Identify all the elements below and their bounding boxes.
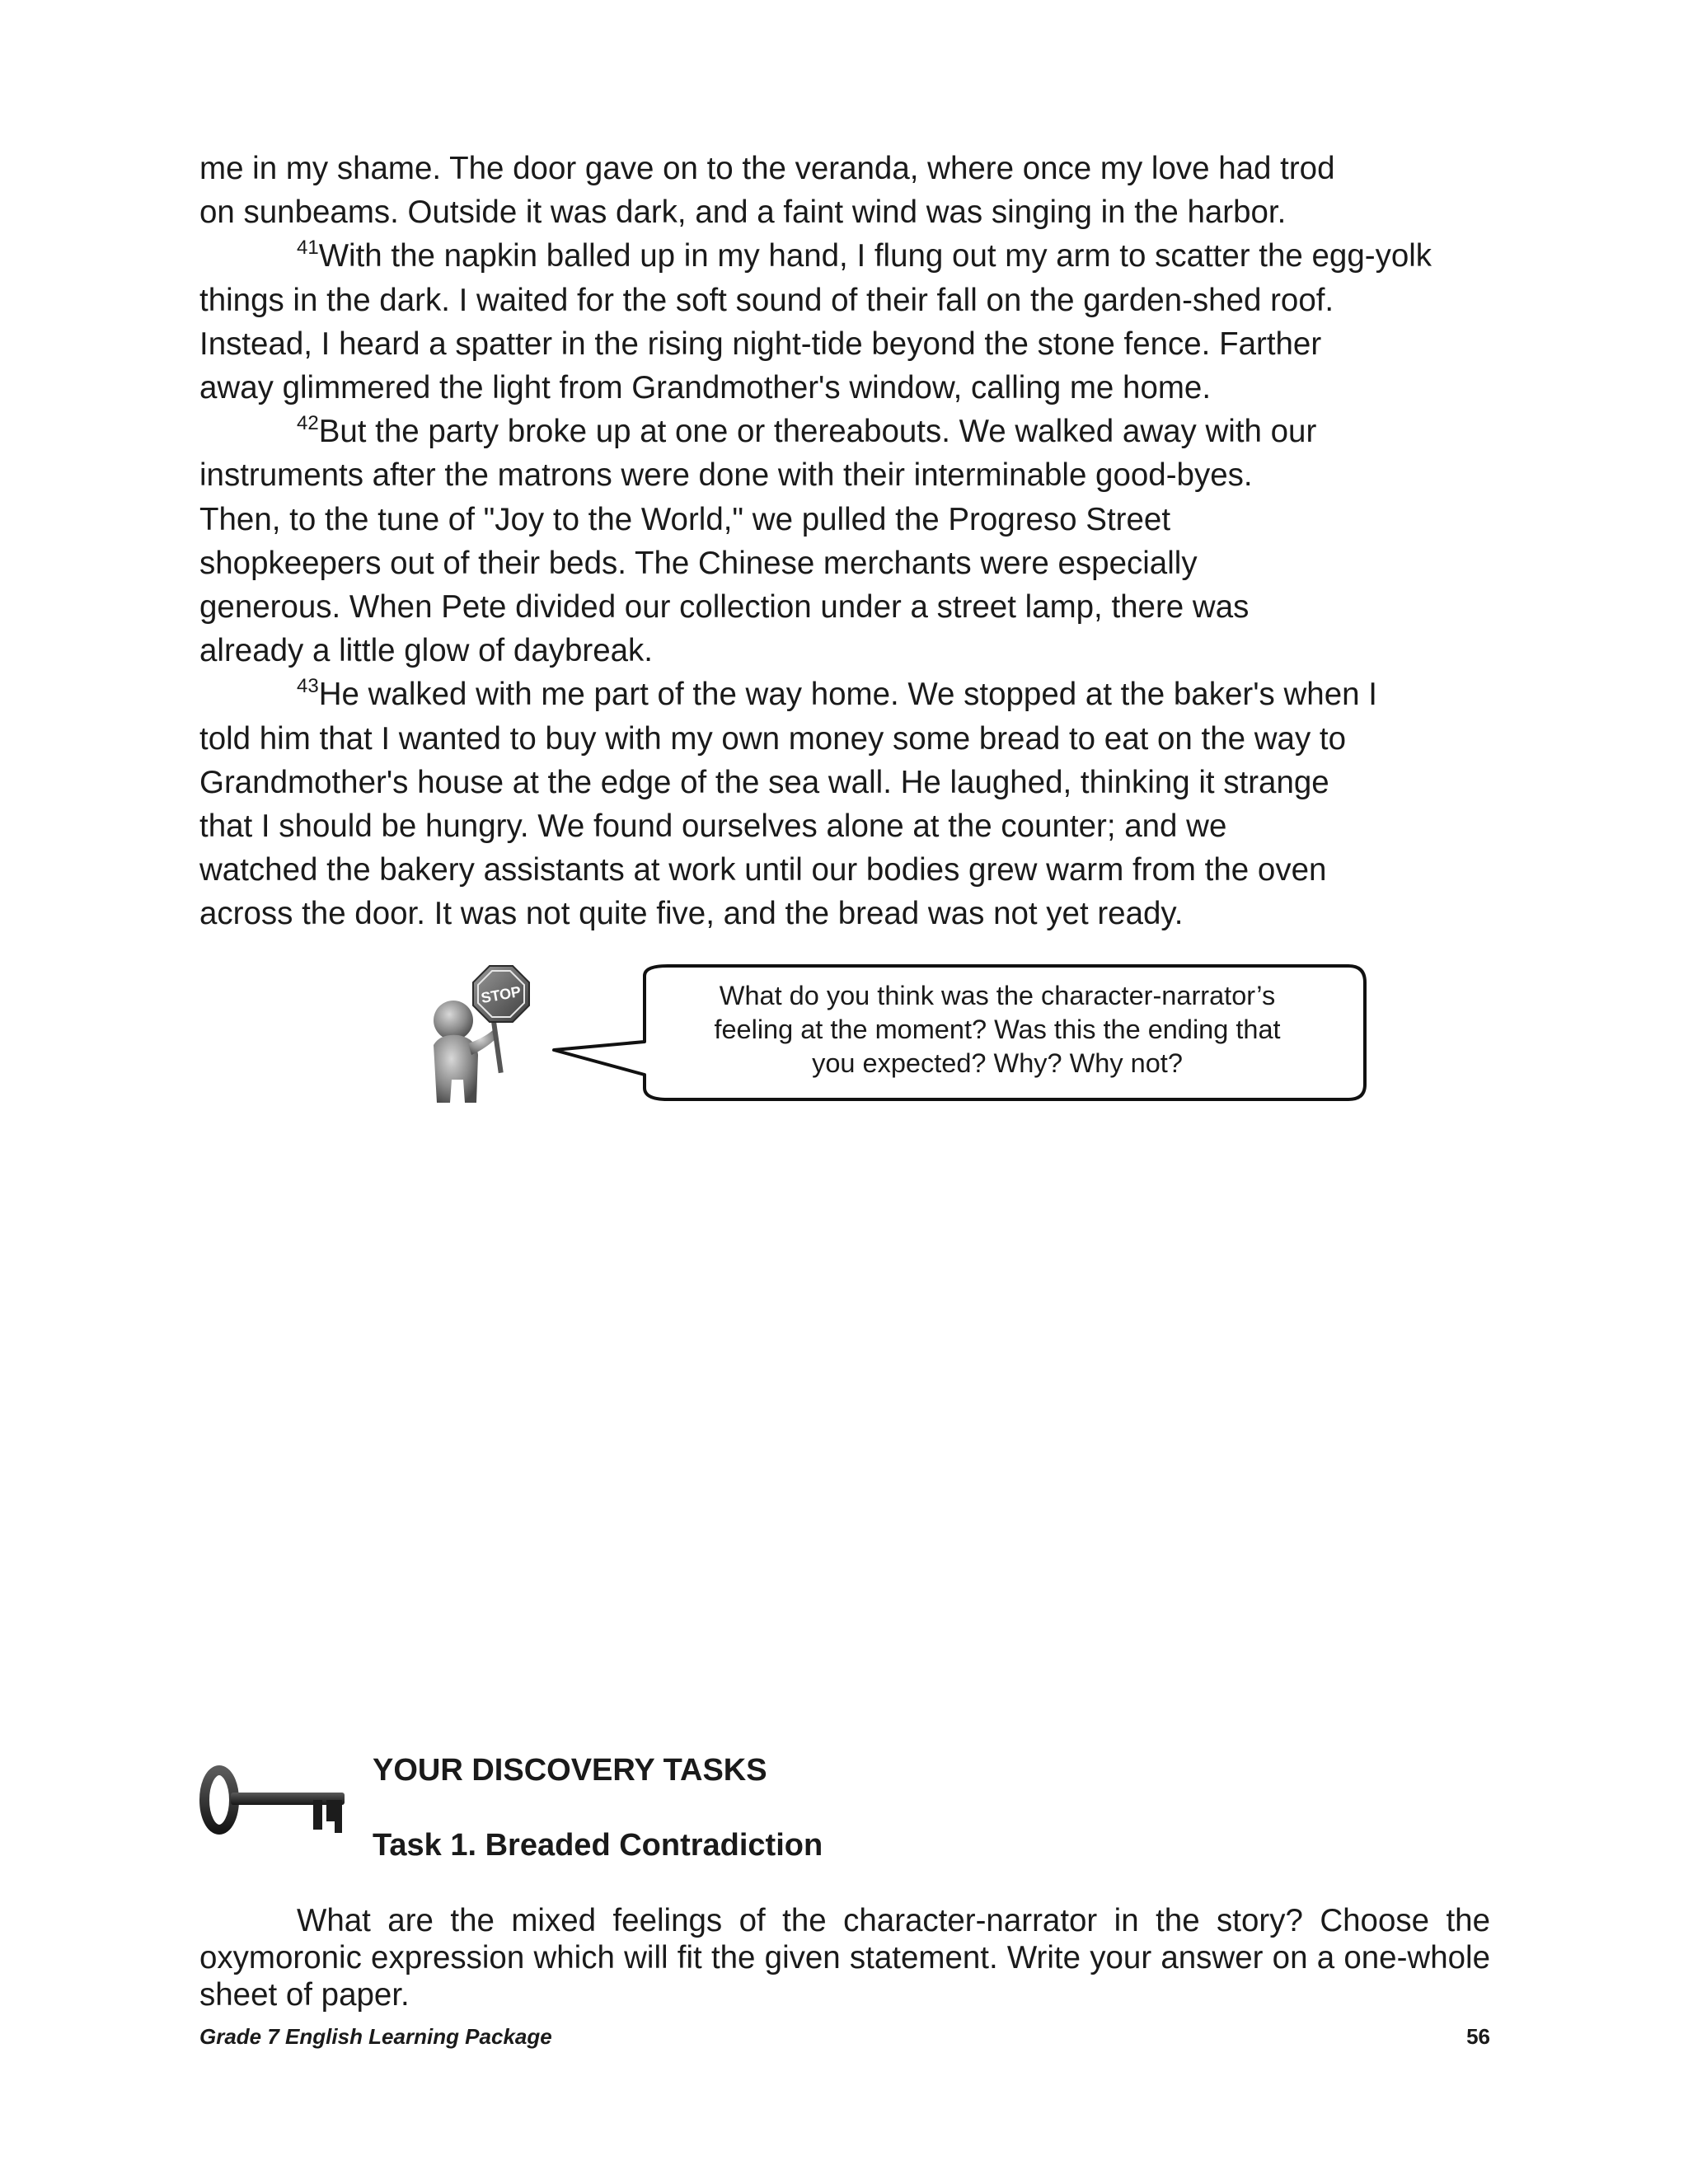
- text-line: told him that I wanted to buy with my own money some bread to eat on the way to: [199, 720, 1347, 757]
- text-line: across the door. It was not quite five, and the bread was not yet ready.: [199, 896, 1184, 932]
- text-line: shopkeepers out of their beds. The Chinese merchants were especially: [199, 545, 1198, 581]
- paragraph-number: 42: [297, 412, 319, 435]
- paragraph-first-line: [199, 234, 1502, 278]
- text-line: With the napkin balled up in my hand, I flung out my arm to scatter the egg-yolk: [318, 238, 1432, 274]
- text-line: things in the dark. I waited for the soft sound of their fall on the garden-shed roof.: [199, 282, 1334, 318]
- text-line: generous. When Pete divided our collection under a street lamp, there was: [199, 589, 1250, 626]
- paragraph-first-line: [199, 410, 1502, 453]
- paragraph-number: 41: [297, 237, 319, 260]
- paragraph-41: [199, 234, 1502, 410]
- text-line: away glimmered the light from Grandmother's window, calling me home.: [199, 370, 1212, 406]
- stop-sign-text: STOP: [480, 982, 523, 1007]
- text-line: Instead, I heard a spatter in the rising night-tide beyond the stone fence. Farther: [199, 326, 1322, 362]
- paragraph-continued: [199, 147, 1502, 234]
- task-instructions: What are the mixed feelings of the character-narrator in the story? Choose the oxymoronic expression which will fit the given statement. Write your answer on a one-whole sheet of paper.: [199, 1903, 1490, 2013]
- text-line: But the party broke up at one or thereabouts. We walked away with our: [318, 414, 1317, 450]
- section-heading: YOUR DISCOVERY TASKS: [373, 1753, 767, 1788]
- key-icon: [198, 1754, 346, 1853]
- text-line: Grandmother's house at the edge of the sea wall. He laughed, thinking it strange: [199, 764, 1329, 800]
- text-line: He walked with me part of the way home. We stopped at the baker's when I: [318, 677, 1377, 713]
- text-line: watched the bakery assistants at work until our bodies grew warm from the oven: [199, 852, 1327, 888]
- task-title: Task 1. Breaded Contradiction: [373, 1828, 823, 1863]
- page-number: 56: [1466, 2024, 1490, 2049]
- stop-callout-text: [659, 979, 1335, 1080]
- callout-line: feeling at the moment? Was this the ending that: [714, 1015, 1281, 1044]
- text-line: instruments after the matrons were done with their interminable good-byes.: [199, 457, 1253, 494]
- story-text: [199, 147, 1502, 936]
- paragraph-43: [199, 673, 1502, 935]
- text-line: already a little glow of daybreak.: [199, 633, 653, 669]
- paragraph-number: 43: [297, 675, 319, 698]
- text-line: that I should be hungry. We found ourselves alone at the counter; and we: [199, 808, 1227, 845]
- text-line: on sunbeams. Outside it was dark, and a faint wind was singing in the harbor.: [199, 194, 1287, 231]
- text-line: Then, to the tune of "Joy to the World," we pulled the Progreso Street: [199, 501, 1171, 537]
- callout-line: you expected? Why? Why not?: [812, 1048, 1183, 1078]
- text-line: me in my shame. The door gave on to the veranda, where once my love had trod: [199, 151, 1335, 186]
- paragraph-first-line: [199, 673, 1502, 716]
- paragraph-42: [199, 410, 1502, 673]
- footer-title: Grade 7 English Learning Package: [199, 2024, 552, 2049]
- callout-line: What do you think was the character-narrator’s: [719, 981, 1276, 1010]
